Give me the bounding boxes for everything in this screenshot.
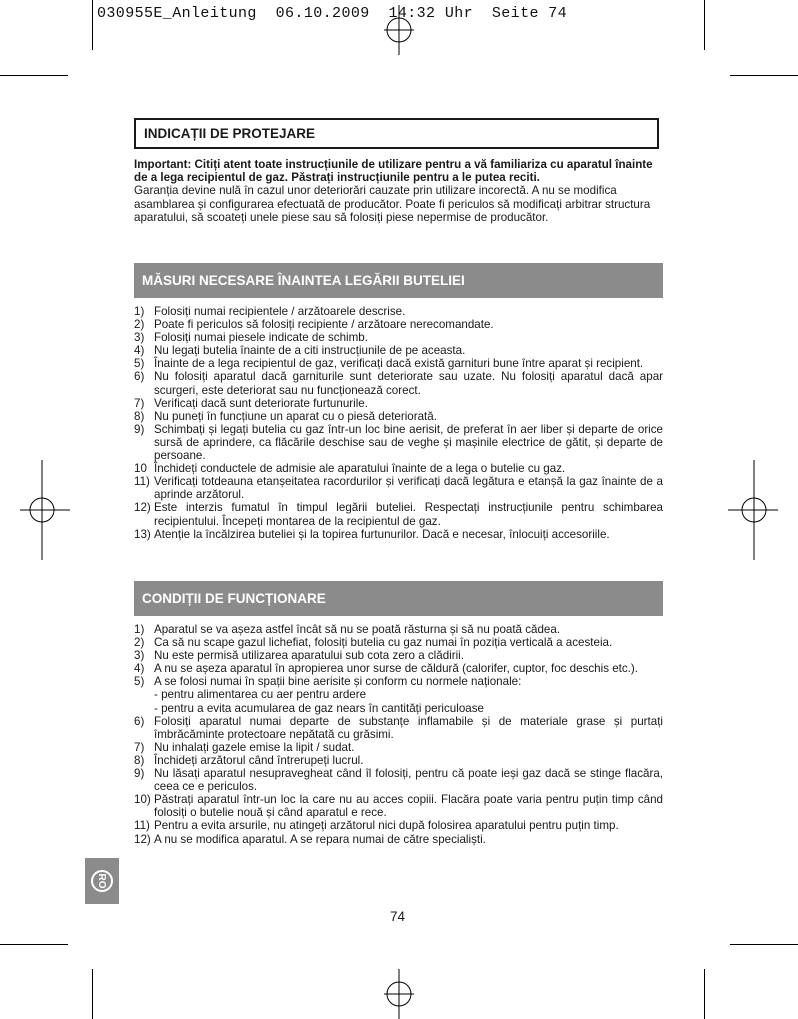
list-item: 12) A nu se modifica aparatul. A se repara numai de către specialiști. [134, 832, 486, 846]
section-title-protection: INDICAȚII DE PROTEJARE [134, 118, 659, 149]
list-item: 7) Verificați dacă sunt deteriorate furtunurile. [134, 396, 368, 410]
list-item: 6) Nu folosiți aparatul dacă garniturile sunt deteriorate sau uzate. Nu folosiți aparatul dacă apar scurgeri, este deteriorat sau nu funcționează corect. [134, 370, 663, 397]
list-item: 5) A se folosi numai în spații bine aerisite și conform cu normele naționale: - pentru alimentarea cu aer pentru ardere - pentru a evita acumularea de gaz nears în cantități periculoase [134, 675, 663, 714]
list-item: 11) Pentru a evita arsurile, nu atingeți arzătorul nici după folosirea aparatului pentru puțin timp. [134, 819, 619, 833]
list-item: 10) Păstrați aparatul într-un loc la care nu au acces copiii. Flacăra poate varia pentru puțin timp când folosiți o butelie nouă și când aparatul e rece. [134, 793, 663, 820]
language-badge: RO [91, 870, 113, 892]
crop-mark [730, 944, 798, 945]
list-item: 10 Închideți conductele de admisie ale aparatului înainte de a lega o butelie cu gaz. [134, 462, 566, 476]
list-item: 11) Verificați totdeauna etanșeitatea racordurilor și verificați dacă legătura e etanșă la gaz înainte de a aprinde arzătorul. [134, 475, 663, 502]
crop-mark [0, 75, 68, 76]
section-header-before-connecting: MĂSURI NECESARE ÎNAINTEA LEGĂRII BUTELIEI [134, 263, 663, 298]
language-tab [85, 858, 119, 904]
registration-mark-icon [384, 969, 414, 1019]
list-item: 13) Atenție la încălzirea buteliei și la topirea furtunurilor. Dacă e necesar, înlocuiți accesoriile. [134, 527, 610, 541]
crop-mark [730, 75, 798, 76]
list-item: 1) Folosiți numai recipientele / arzătoarele descrise. [134, 305, 406, 318]
crop-mark [704, 969, 705, 1019]
list-item: 8) Închideți arzătorul când întrerupeți lucrul. [134, 753, 364, 767]
list-item: 9) Nu lăsați aparatul nesupravegheat când îl folosiți, pentru că poate ieși gaz dacă se stinge flacăra, ceea ce e periculos. [134, 767, 663, 794]
crop-mark [92, 0, 93, 50]
list-item: 8) Nu puneți în funcțiune un aparat cu o piesă deteriorată. [134, 409, 437, 423]
crop-mark [0, 944, 68, 945]
list-item: 12) Este interzis fumatul în timpul legării buteliei. Respectați instrucțiunile pentru schimbarea recipientului. Începeți montarea de la recipientul de gaz. [134, 501, 663, 528]
before-connecting-list [134, 305, 663, 541]
print-slug: 030955E_Anleitung 06.10.2009 14:32 Uhr Seite 74 [97, 5, 568, 22]
list-item: 3) Nu este permisă utilizarea aparatului sub cota zero a clădirii. [134, 649, 464, 663]
list-item: 4) A nu se așeza aparatul în apropierea unor surse de căldură (calorifer, cuptor, foc deschis etc.). [134, 662, 638, 676]
crop-mark [704, 0, 705, 50]
registration-mark-icon [728, 460, 778, 560]
sub-item: - pentru alimentarea cu aer pentru ardere [154, 688, 367, 702]
list-item: 4) Nu legați butelia înainte de a citi instrucțiunile de pe aceasta. [134, 344, 466, 358]
intro-paragraph [134, 158, 664, 224]
registration-mark-icon [384, 5, 414, 55]
operating-conditions-list [134, 623, 663, 846]
page-number: 74 [390, 909, 406, 924]
list-item: 7) Nu inhalați gazele emise la lipit / sudat. [134, 740, 355, 754]
list-item: 6) Folosiți aparatul numai departe de substanțe inflamabile și de materiale grase și purtați îmbrăcăminte protectoare nepătată cu grăsimi. [134, 714, 663, 741]
important-note: Important: Citiți atent toate instrucțiunile de utilizare pentru a vă familiariza cu aparatul înainte de a lega recipientul de gaz. Păstrați instrucțiunile pentru a le putea reciti. [134, 158, 653, 185]
warranty-note: Garanția devine nulă în cazul unor deteriorări cauzate prin utilizare incorectă. A nu se modifica asamblarea și configurarea efectuată de producător. Poate fi periculos să modificați arbitrar structura aparatului, să scoateți unele piese sau să folosiți piese nepermise de producător. [134, 184, 651, 224]
crop-mark [92, 969, 93, 1019]
list-item: 5) Înainte de a lega recipientul de gaz, verificați dacă există garnituri bune între aparat și recipient. [134, 357, 644, 371]
sub-item: - pentru a evita acumularea de gaz nears în cantități periculoase [154, 701, 484, 715]
list-item: 3) Folosiți numai piesele indicate de schimb. [134, 331, 368, 345]
list-item: 2) Ca să nu scape gazul lichefiat, folosiți butelia cu gaz numai în poziția verticală a acesteia. [134, 636, 613, 650]
list-item: 9) Schimbați și legați butelia cu gaz într-un loc bine aerisit, de preferat în aer liber și departe de orice sursă de aprindere, ca flăcările deschise sau de veghe și mașinile electrice de gătit, și departe de persoane. [134, 422, 663, 463]
list-item: 1) Aparatul se va așeza astfel încât să nu se poată răsturna și să nu poată cădea. [134, 623, 561, 636]
registration-mark-icon [20, 460, 70, 560]
section-header-operating-conditions: CONDIȚII DE FUNCȚIONARE [134, 581, 663, 616]
list-item: 2) Poate fi periculos să folosiți recipiente / arzătoare nerecomandate. [134, 318, 494, 332]
